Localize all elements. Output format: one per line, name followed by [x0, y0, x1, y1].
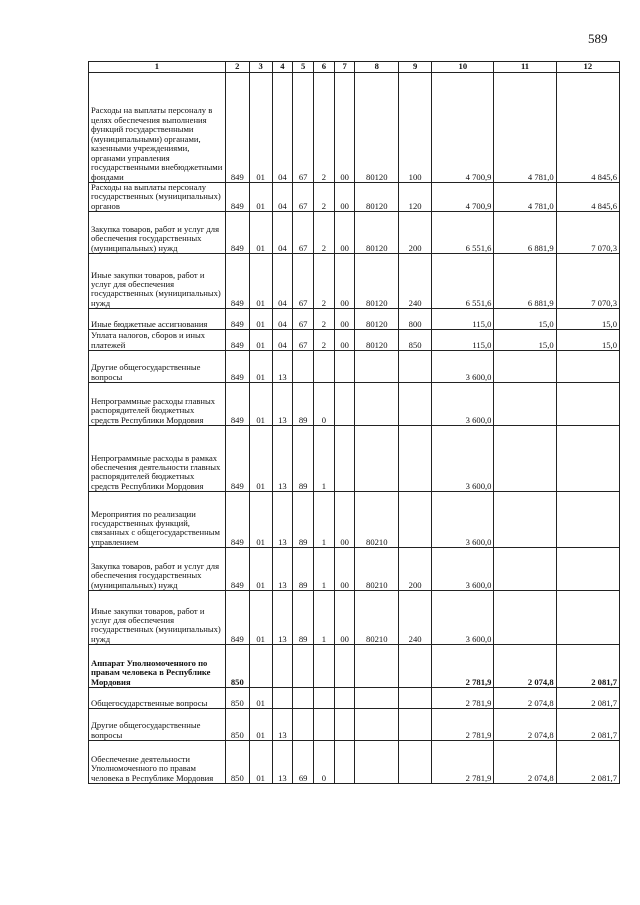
cell-program: 69 [293, 741, 314, 784]
cell-amount-year-1: 2 781,9 [432, 709, 494, 741]
cell-event-group [334, 709, 355, 741]
cell-amount-year-1: 6 551,6 [432, 254, 494, 309]
cell-event-code [355, 383, 399, 426]
cell-subprogram: 2 [314, 183, 335, 212]
cell-subsection: 13 [272, 709, 293, 741]
row-name: Закупка товаров, работ и услуг для обеспечения государственных (муниципальных) нужд [89, 212, 226, 254]
cell-amount-year-3: 15,0 [556, 309, 619, 330]
cell-subprogram [314, 351, 335, 383]
cell-subsection: 13 [272, 741, 293, 784]
header-cell: 4 [272, 62, 293, 73]
cell-amount-year-3: 4 845,6 [556, 183, 619, 212]
table-row [89, 492, 620, 548]
cell-expense-type [399, 645, 432, 688]
cell-amount-year-1: 4 700,9 [432, 73, 494, 183]
cell-event-group [334, 351, 355, 383]
header-cell: 11 [494, 62, 556, 73]
table-row [89, 426, 620, 492]
cell-amount-year-3: 2 081,7 [556, 709, 619, 741]
cell-expense-type: 120 [399, 183, 432, 212]
cell-program [293, 351, 314, 383]
row-name: Аппарат Уполномоченного по правам человека в Республике Мордовия [89, 645, 226, 688]
cell-amount-year-3: 7 070,3 [556, 212, 619, 254]
cell-event-code: 80120 [355, 183, 399, 212]
cell-amount-year-2: 2 074,8 [494, 741, 556, 784]
header-cell: 3 [249, 62, 272, 73]
cell-event-code [355, 351, 399, 383]
header-cell: 7 [334, 62, 355, 73]
cell-subprogram: 2 [314, 73, 335, 183]
cell-program: 89 [293, 548, 314, 591]
page-number: 589 [588, 31, 608, 46]
cell-admin-code: 850 [225, 709, 249, 741]
cell-program [293, 645, 314, 688]
cell-subsection: 04 [272, 212, 293, 254]
cell-subsection: 04 [272, 254, 293, 309]
cell-event-code: 80120 [355, 73, 399, 183]
cell-expense-type [399, 492, 432, 548]
cell-expense-type: 240 [399, 591, 432, 645]
table-row [89, 254, 620, 309]
cell-amount-year-3: 4 845,6 [556, 73, 619, 183]
cell-section [249, 645, 272, 688]
row-name: Общегосударственные вопросы [89, 688, 226, 709]
cell-event-code: 80210 [355, 492, 399, 548]
cell-amount-year-3 [556, 492, 619, 548]
cell-amount-year-3 [556, 351, 619, 383]
cell-event-code [355, 426, 399, 492]
cell-subprogram: 2 [314, 330, 335, 351]
cell-amount-year-1: 2 781,9 [432, 688, 494, 709]
cell-expense-type: 850 [399, 330, 432, 351]
cell-subsection: 13 [272, 492, 293, 548]
cell-expense-type [399, 709, 432, 741]
cell-section: 01 [249, 709, 272, 741]
cell-event-group [334, 688, 355, 709]
cell-section: 01 [249, 212, 272, 254]
cell-admin-code: 849 [225, 383, 249, 426]
row-name: Закупка товаров, работ и услуг для обеспечения государственных (муниципальных) нужд [89, 548, 226, 591]
cell-amount-year-3 [556, 548, 619, 591]
cell-admin-code: 849 [225, 591, 249, 645]
table-row [89, 309, 620, 330]
cell-amount-year-3: 2 081,7 [556, 645, 619, 688]
cell-program: 89 [293, 591, 314, 645]
cell-amount-year-2 [494, 492, 556, 548]
cell-program: 89 [293, 492, 314, 548]
cell-section: 01 [249, 183, 272, 212]
cell-admin-code: 850 [225, 741, 249, 784]
cell-admin-code: 849 [225, 426, 249, 492]
header-cell: 8 [355, 62, 399, 73]
cell-event-group: 00 [334, 254, 355, 309]
cell-section: 01 [249, 254, 272, 309]
cell-subprogram: 1 [314, 426, 335, 492]
cell-admin-code: 850 [225, 645, 249, 688]
cell-amount-year-2: 15,0 [494, 330, 556, 351]
header-cell: 5 [293, 62, 314, 73]
cell-amount-year-3 [556, 383, 619, 426]
cell-amount-year-2: 2 074,8 [494, 688, 556, 709]
row-name: Непрограммные расходы главных распорядителей бюджетных средств Республики Мордовия [89, 383, 226, 426]
cell-amount-year-2 [494, 591, 556, 645]
cell-subsection: 04 [272, 183, 293, 212]
cell-event-code [355, 645, 399, 688]
cell-expense-type [399, 741, 432, 784]
cell-admin-code: 849 [225, 330, 249, 351]
cell-amount-year-1: 3 600,0 [432, 351, 494, 383]
cell-amount-year-3: 7 070,3 [556, 254, 619, 309]
cell-section: 01 [249, 351, 272, 383]
cell-event-group [334, 741, 355, 784]
cell-event-code: 80120 [355, 254, 399, 309]
cell-amount-year-3 [556, 426, 619, 492]
table-body [89, 73, 620, 784]
header-cell: 1 [89, 62, 226, 73]
cell-event-group: 00 [334, 330, 355, 351]
cell-section: 01 [249, 548, 272, 591]
header-row [89, 62, 620, 73]
cell-event-code: 80210 [355, 548, 399, 591]
cell-event-group: 00 [334, 73, 355, 183]
cell-amount-year-3: 2 081,7 [556, 688, 619, 709]
cell-subprogram: 1 [314, 548, 335, 591]
cell-amount-year-1: 3 600,0 [432, 492, 494, 548]
cell-amount-year-1: 4 700,9 [432, 183, 494, 212]
table-row [89, 212, 620, 254]
cell-subsection [272, 645, 293, 688]
cell-event-group [334, 645, 355, 688]
cell-amount-year-2: 6 881,9 [494, 212, 556, 254]
cell-event-group: 00 [334, 548, 355, 591]
cell-expense-type: 800 [399, 309, 432, 330]
cell-program: 67 [293, 183, 314, 212]
cell-expense-type: 240 [399, 254, 432, 309]
cell-amount-year-2: 4 781,0 [494, 183, 556, 212]
row-name: Другие общегосударственные вопросы [89, 709, 226, 741]
cell-amount-year-2: 2 074,8 [494, 709, 556, 741]
cell-program: 67 [293, 330, 314, 351]
cell-event-code: 80120 [355, 330, 399, 351]
cell-amount-year-1: 3 600,0 [432, 426, 494, 492]
cell-amount-year-2 [494, 351, 556, 383]
cell-expense-type: 200 [399, 548, 432, 591]
cell-program [293, 709, 314, 741]
cell-subsection: 13 [272, 591, 293, 645]
cell-section: 01 [249, 688, 272, 709]
row-name: Мероприятия по реализации государственных функций, связанных с общегосударственным управлением [89, 492, 226, 548]
cell-subprogram: 1 [314, 492, 335, 548]
header-cell: 12 [556, 62, 619, 73]
table-row [89, 183, 620, 212]
cell-amount-year-3 [556, 591, 619, 645]
row-name: Расходы на выплаты персоналу в целях обеспечения выполнения функций государственными (муниципальными) органами, казенными учреждениями, органами управления государственными внебюджетными фондами [89, 73, 226, 183]
row-name: Другие общегосударственные вопросы [89, 351, 226, 383]
cell-admin-code: 849 [225, 351, 249, 383]
cell-event-code: 80120 [355, 309, 399, 330]
cell-subprogram [314, 709, 335, 741]
header-cell: 10 [432, 62, 494, 73]
cell-event-group: 00 [334, 212, 355, 254]
cell-expense-type [399, 426, 432, 492]
table-row [89, 351, 620, 383]
cell-subprogram: 0 [314, 741, 335, 784]
cell-amount-year-2: 15,0 [494, 309, 556, 330]
row-name: Уплата налогов, сборов и иных платежей [89, 330, 226, 351]
cell-admin-code: 849 [225, 254, 249, 309]
cell-admin-code: 850 [225, 688, 249, 709]
cell-program: 89 [293, 383, 314, 426]
cell-event-group: 00 [334, 183, 355, 212]
header-cell: 9 [399, 62, 432, 73]
cell-event-group: 00 [334, 309, 355, 330]
cell-expense-type: 100 [399, 73, 432, 183]
cell-subprogram [314, 688, 335, 709]
cell-amount-year-2: 4 781,0 [494, 73, 556, 183]
cell-section: 01 [249, 426, 272, 492]
cell-event-group: 00 [334, 492, 355, 548]
cell-amount-year-2: 6 881,9 [494, 254, 556, 309]
cell-amount-year-1: 2 781,9 [432, 741, 494, 784]
cell-expense-type [399, 688, 432, 709]
cell-admin-code: 849 [225, 183, 249, 212]
cell-section: 01 [249, 309, 272, 330]
table-row [89, 688, 620, 709]
cell-amount-year-1: 115,0 [432, 330, 494, 351]
row-name: Иные закупки товаров, работ и услуг для обеспечения государственных (муниципальных) нужд [89, 591, 226, 645]
cell-amount-year-1: 3 600,0 [432, 383, 494, 426]
cell-admin-code: 849 [225, 548, 249, 591]
cell-event-group: 00 [334, 591, 355, 645]
cell-subsection: 13 [272, 351, 293, 383]
row-name: Иные бюджетные ассигнования [89, 309, 226, 330]
cell-amount-year-2 [494, 548, 556, 591]
cell-subprogram: 1 [314, 591, 335, 645]
cell-subprogram: 2 [314, 212, 335, 254]
cell-section: 01 [249, 591, 272, 645]
table-row [89, 73, 620, 183]
cell-subsection: 13 [272, 548, 293, 591]
row-name: Иные закупки товаров, работ и услуг для обеспечения государственных (муниципальных) нужд [89, 254, 226, 309]
cell-subprogram [314, 645, 335, 688]
cell-expense-type [399, 383, 432, 426]
cell-program: 67 [293, 254, 314, 309]
cell-subsection [272, 688, 293, 709]
header-cell: 6 [314, 62, 335, 73]
cell-amount-year-1: 3 600,0 [432, 591, 494, 645]
cell-program: 67 [293, 309, 314, 330]
cell-amount-year-1: 3 600,0 [432, 548, 494, 591]
cell-amount-year-3: 15,0 [556, 330, 619, 351]
table-row [89, 548, 620, 591]
cell-subsection: 13 [272, 383, 293, 426]
cell-admin-code: 849 [225, 73, 249, 183]
cell-amount-year-1: 115,0 [432, 309, 494, 330]
cell-event-code [355, 741, 399, 784]
cell-subsection: 13 [272, 426, 293, 492]
table-row [89, 330, 620, 351]
row-name: Непрограммные расходы в рамках обеспечения деятельности главных распорядителей бюджетных средств Республики Мордовия [89, 426, 226, 492]
cell-admin-code: 849 [225, 492, 249, 548]
cell-section: 01 [249, 330, 272, 351]
row-name: Обеспечение деятельности Уполномоченного по правам человека в Республике Мордовия [89, 741, 226, 784]
cell-event-group [334, 383, 355, 426]
cell-section: 01 [249, 492, 272, 548]
cell-program: 67 [293, 73, 314, 183]
table-row [89, 741, 620, 784]
cell-event-code: 80210 [355, 591, 399, 645]
cell-subprogram: 2 [314, 254, 335, 309]
table-row [89, 591, 620, 645]
cell-subsection: 04 [272, 73, 293, 183]
table-row [89, 645, 620, 688]
cell-program [293, 688, 314, 709]
cell-admin-code: 849 [225, 212, 249, 254]
cell-event-code [355, 688, 399, 709]
cell-expense-type: 200 [399, 212, 432, 254]
header-cell: 2 [225, 62, 249, 73]
cell-expense-type [399, 351, 432, 383]
cell-event-code: 80120 [355, 212, 399, 254]
cell-program: 89 [293, 426, 314, 492]
cell-admin-code: 849 [225, 309, 249, 330]
table-row [89, 709, 620, 741]
cell-amount-year-2 [494, 426, 556, 492]
cell-program: 67 [293, 212, 314, 254]
cell-section: 01 [249, 741, 272, 784]
cell-event-code [355, 709, 399, 741]
budget-table [88, 61, 620, 784]
cell-subsection: 04 [272, 309, 293, 330]
cell-amount-year-1: 6 551,6 [432, 212, 494, 254]
cell-section: 01 [249, 73, 272, 183]
cell-amount-year-1: 2 781,9 [432, 645, 494, 688]
cell-amount-year-2 [494, 383, 556, 426]
cell-event-group [334, 426, 355, 492]
cell-subprogram: 2 [314, 309, 335, 330]
cell-subsection: 04 [272, 330, 293, 351]
cell-amount-year-2: 2 074,8 [494, 645, 556, 688]
row-name: Расходы на выплаты персоналу государственных (муниципальных) органов [89, 183, 226, 212]
cell-section: 01 [249, 383, 272, 426]
table-row [89, 383, 620, 426]
cell-subprogram: 0 [314, 383, 335, 426]
cell-amount-year-3: 2 081,7 [556, 741, 619, 784]
